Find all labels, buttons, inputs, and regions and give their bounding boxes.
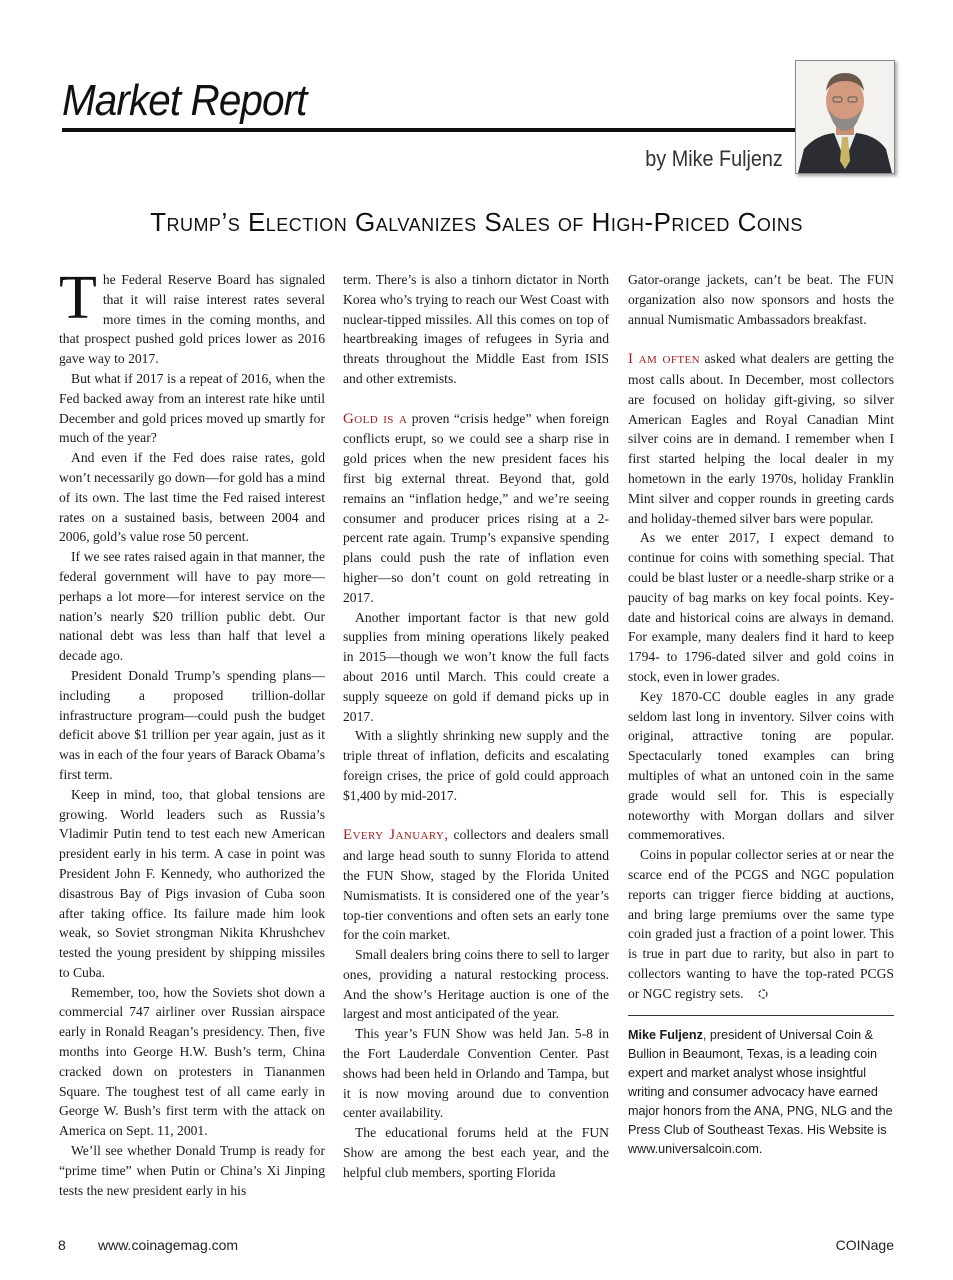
page-number: 8 — [58, 1237, 66, 1253]
paragraph: The Federal Reserve Board has signaled that it will raise interest rates several more times in the coming months, and that prospect pushed gold prices lower as 2016 gave way to 2017. — [59, 264, 325, 367]
paragraph: Key 1870-CC double eagles in any grade seldom last long in inventory. Silver coins with original, attractive toning are popular. Spectacularly toned examples can bring multiples of what an untoned coin in the same grade would sell for. This is especially noteworthy with Morgan dollars and silver commemoratives. — [628, 688, 894, 843]
article-headline: Trump’s Election Galvanizes Sales of High-Priced Coins — [150, 207, 803, 237]
lead-in: Gold is a — [343, 410, 408, 427]
paragraph: The educational forums held at the FUN Show are among the best each year, and the helpful club members, sporting Florida — [343, 1125, 609, 1180]
paragraph: Another important factor is that new gold supplies from mining operations likely peaked in 2015—though we won’t know the full facts about 2016 until March. This could create a supply squeeze on gold if demand picks up in 2017. — [343, 609, 609, 724]
author-bio: Mike Fuljenz, president of Universal Coin & Bullion in Beaumont, Texas, is a leading coin expert and market analyst whose insightful writing and consumer advocacy have earned major honors from the ANA, PNG, NLG and the Press Club of Southeast Texas. His Website is www.universalcoin.com. — [628, 1028, 893, 1157]
paragraph: term. There’s is also a tinhorn dictator in North Korea who’s trying to reach our West Coast with nuclear-tipped missiles. All this comes on top of heartbreaking images of refugees in Syria and threats throughout the Middle East from ISIS and other extremists. — [343, 272, 609, 386]
paragraph: With a slightly shrinking new supply and the triple threat of inflation, deficits and escalating foreign crises, the price of gold could approach $1,400 by mid-2017. — [343, 728, 609, 803]
footer-website: www.coinagemag.com — [98, 1237, 239, 1253]
paragraph: I am often asked what dealers are getting the most calls about. In December, most collectors are focused on holiday gift-giving, so silver American Eagles and Royal Canadian Mint silver coins are in demand. I remember when I first started helping the local dealer in my hometown in the early 1970s, holiday Franklin Mint silver and copper rounds in greeting cards and holiday-themed silver bars were popular. — [628, 351, 894, 526]
article-column-2 — [343, 270, 609, 1183]
paragraph: As we enter 2017, I expect demand to continue for coins with something special. That could be blast luster or a needle-sharp strike or a paucity of bag marks on key focal points. Key-date and historical coins are always in demand. For example, many dealers find it hard to keep 1794- to 1796-dated silver and gold coins in stock, even in lower grades. — [628, 530, 894, 684]
author-photo — [795, 60, 895, 174]
paragraph: Remember, too, how the Soviets shot down a commercial 747 airliner over Russian airspace early in Ronald Reagan’s presidency. Then, five months into George H.W. Bush’s term, China cracked down on protesters in Tiananmen Square. The toughest test of all came early in George W. Bush’s first term with the attack on America on Sept. 11, 2001. — [59, 984, 325, 1139]
paragraph: Small dealers bring coins there to sell to larger ones, providing a natural restocking process. And the show’s Heritage auction is one of the largest and most anticipated of the year. — [343, 947, 609, 1022]
end-mark-icon — [746, 985, 756, 995]
bio-author-name: Mike Fuljenz — [628, 1028, 703, 1043]
paragraph: But what if 2017 is a repeat of 2016, when the Fed backed away from an interest rate hike until December and gold prices moved up smartly for much of the year? — [59, 370, 325, 446]
article-column-3 — [628, 270, 894, 1159]
paragraph: This year’s FUN Show was held Jan. 5-8 in the Fort Lauderdale Convention Center. Past shows had been held in Orlando and Tampa, but it is now moving around due to convention center availability. — [343, 1026, 609, 1121]
bio-divider — [628, 1015, 894, 1016]
paragraph: Gator-orange jackets, can’t be beat. The FUN organization also now sponsors and hosts the annual Numismatic Ambassadors breakfast. — [628, 272, 894, 327]
paragraph: Keep in mind, too, that global tensions are growing. World leaders such as Russia’s Vladimir Putin tend to test each new American president early in his term. A case in point was President John F. Kennedy, who authorized the disastrous Bay of Pigs invasion of Cuba soon after taking office. Its failure made him look weak, so Soviet strongman Nikita Khrushchev tested the young president by shipping missiles to Cuba. — [59, 786, 325, 980]
drop-cap: T — [59, 264, 97, 332]
paragraph: We’ll see whether Donald Trump is ready for “prime time” when Putin or China’s Xi Jinping tests the new president early in his — [59, 1143, 325, 1198]
lead-in: I am often — [628, 351, 700, 368]
lead-in: Every January, — [343, 827, 449, 844]
paragraph: President Donald Trump’s spending plans—including a proposed trillion-dollar infrastructure program—could push the budget deficit above $1 trillion per year again, just as it was in each of the four years of Barack Obama’s first term. — [59, 667, 325, 782]
byline: by Mike Fuljenz — [645, 146, 783, 171]
paragraph: Coins in popular collector series at or near the scarce end of the PCGS and NGC population reports can trigger fierce bidding at auctions, and bring large premiums over the same type coin graded just a fraction of a point lower. This is true in part due to rarity, but also in part to collectors wanting to have the top-rated PCGS or NGC registry sets. — [628, 847, 894, 1001]
paragraph: And even if the Fed does raise rates, gold won’t necessarily go down—for gold has a mind of its own. The last time the Fed raised interest rates on a sustained basis, between 2004 and 2006, gold’s value rose 50 percent. — [59, 450, 325, 545]
section-title: Market Report — [62, 76, 307, 125]
paragraph: If we see rates raised again in that manner, the federal government will have to pay more—perhaps a lot more—for interest service on the nation’s nearly $20 trillion public debt. Our national debt was less than half that level a decade ago. — [59, 549, 325, 664]
header-rule — [62, 128, 796, 132]
article-column-1 — [59, 264, 325, 1200]
paragraph: Gold is a proven “crisis hedge” when foreign conflicts erupt, so we could see a sharp rise in gold prices when the new president faces his first big external threat. Beyond that, gold remains an “inflation hedge,” and we’re seeing consumer and producer prices rising at a 2-percent rate again. Trump’s expansive spending plans could push the rate of inflation even higher—so don’t count on gold retreating in 2017. — [343, 410, 609, 605]
paragraph: Every January, collectors and dealers small and large head south to sunny Florida to attend the FUN Show, staged by the Florida United Numismatists. It is considered one of the year’s top-tier conventions and often sets an early tone for the coin market. — [343, 827, 609, 943]
footer-magazine: COINage — [835, 1237, 894, 1253]
